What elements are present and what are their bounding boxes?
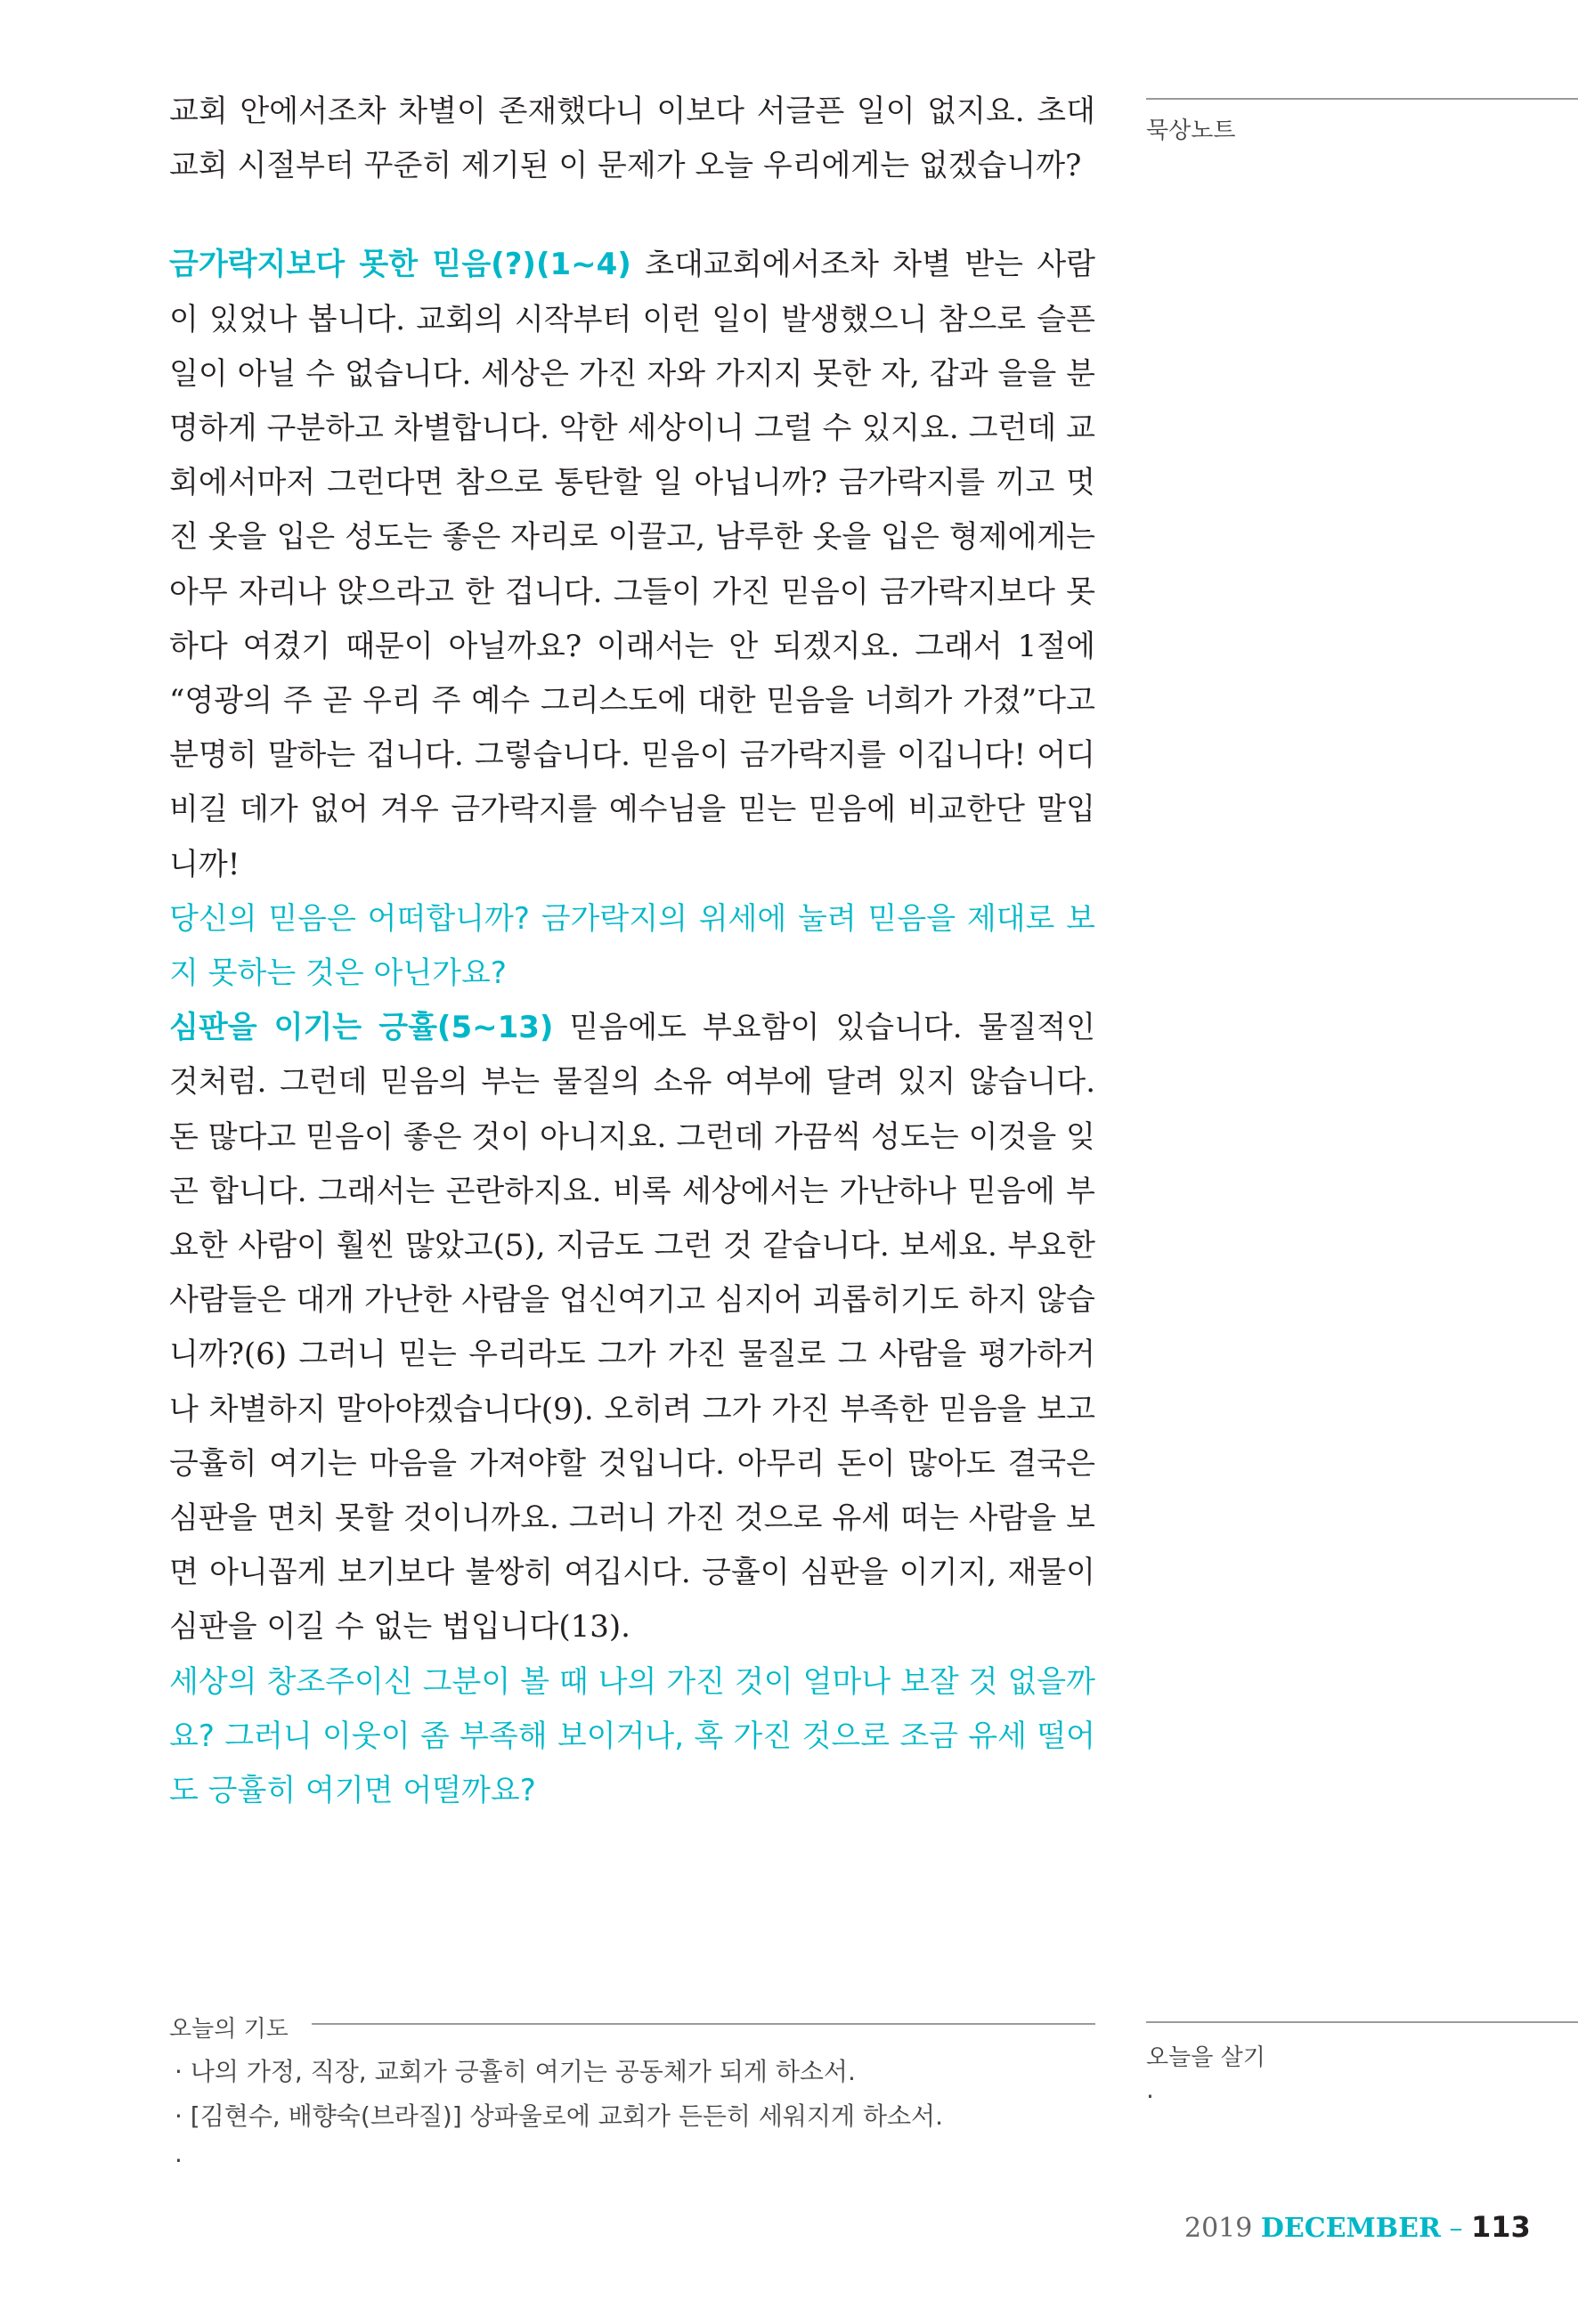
side-bottom-label: 오늘을 살기 <box>1146 2044 1265 2071</box>
prayer-item: · <box>175 2146 183 2175</box>
page-number: 113 <box>1471 2210 1531 2244</box>
prayer-title: 오늘의 기도 <box>169 2011 306 2044</box>
intro-paragraph: 교회 안에서조차 차별이 존재했다니 이보다 서글픈 일이 없지요. 초대 교회 시절부터 꾸준히 제기된 이 문제가 오늘 우리에게는 없겠습니까? <box>169 93 1095 184</box>
side-top-rule <box>1146 98 1578 100</box>
section-body-1: 초대교회에서조차 차별 받는 사람이 있었나 봅니다. 교회의 시작부터 이런 일이 발생했으니 참으로 슬픈 일이 아닐 수 없습니다. 세상은 가진 자와 가지지 못한 자, 갑과 을을 분명하게 구분하고 차별합니다. 악한 세상이니 그럴 수 있지요. 그런데 교회에서마저 그런다면 참으로 통탄할 일 아닙니까? 금가락지를 끼고 멋진 옷을 입은 성도는 좋은 자리로 이끌고, 남루한 옷을 입은 형제에게는 아무 자리나 앉으라고 한 겁니다. 그들이 가진 믿음이 금가락지보다 못하다 여겼기 때문이 아닐까요? 이래서는 안 되겠지요. 그래서 1절에 “영광의 주 곧 우리 주 예수 그리스도에 대한 믿음을 너희가 가졌”다고 분명히 말하는 겁니다. 그렇습니다. 믿음이 금가락지를 이깁니다! 어디 비길 데가 없어 겨우 금가락지를 예수님을 믿는 믿음에 비교한단 말입니까! <box>169 247 1096 882</box>
apply-bullet: · <box>1146 2082 1154 2111</box>
section-body-2: 믿음에도 부요함이 있습니다. 물질적인 것처럼. 그런데 믿음의 부는 물질의 소유 여부에 달려 있지 않습니다. 돈 많다고 믿음이 좋은 것이 아니지요. 그런데 가끔씩 성도는 이것을 잊곤 합니다. 그래서는 곤란하지요. 비록 세상에서는 가난하나 믿음에 부요한 사람이 훨씬 많았고(5), 지금도 그런 것 같습니다. 보세요. 부요한 사람들은 대개 가난한 사람을 업신여기고 심지어 괴롭히기도 하지 않습니까?(6) 그러니 믿는 우리라도 그가 가진 물질로 그 사람을 평가하거나 차별하지 말아야겠습니다(9). 오히려 그가 가진 부족한 믿음을 보고 긍휼히 여기는 마음을 가져야할 것입니다. 아무리 돈이 많아도 결국은 심판을 면치 못할 것이니까요. 그러니 가진 것으로 유세 떠는 사람을 보면 아니꼽게 보기보다 불쌍히 여깁시다. 긍휼이 심판을 이기지, 재물이 심판을 이길 수 없는 법입니다(13). <box>169 1010 1095 1645</box>
footer-dash: – <box>1449 2213 1463 2244</box>
footer-month: DECEMBER <box>1260 2213 1441 2244</box>
side-top-label: 묵상노트 <box>1146 118 1236 144</box>
side-bottom-rule <box>1146 2021 1578 2023</box>
prayer-list <box>175 2050 1092 2183</box>
main-text-column <box>169 85 1095 1818</box>
footer-year: 2019 <box>1184 2213 1253 2244</box>
prayer-header <box>169 2011 1095 2046</box>
prayer-item: · 나의 가정, 직장, 교회가 긍휼히 여기는 공동체가 되게 하소서. <box>175 2057 856 2086</box>
section-paragraph-2 <box>169 1001 1095 1654</box>
section-title-1: 금가락지보다 못한 믿음(?)(1~4) <box>169 247 631 283</box>
reflection-question-2: 세상의 창조주이신 그분이 볼 때 나의 가진 것이 얼마나 보잘 것 없을까요? 그러니 이웃이 좀 부족해 보이거나, 혹 가진 것으로 조금 유세 떨어도 긍휼히 여기면 어떨까요? <box>169 1663 1095 1809</box>
section-paragraph-1 <box>169 238 1095 891</box>
section-title-2: 심판을 이기는 긍휼(5~13) <box>169 1010 554 1046</box>
page-footer <box>1184 2210 1531 2244</box>
prayer-item: · [김현수, 배향숙(브라질)] 상파울로에 교회가 든든히 세워지게 하소서. <box>175 2101 943 2131</box>
prayer-rule <box>312 2023 1095 2025</box>
reflection-question-1: 당신의 믿음은 어떠합니까? 금가락지의 위세에 눌려 믿음을 제대로 보지 못하는 것은 아닌가요? <box>169 900 1095 992</box>
